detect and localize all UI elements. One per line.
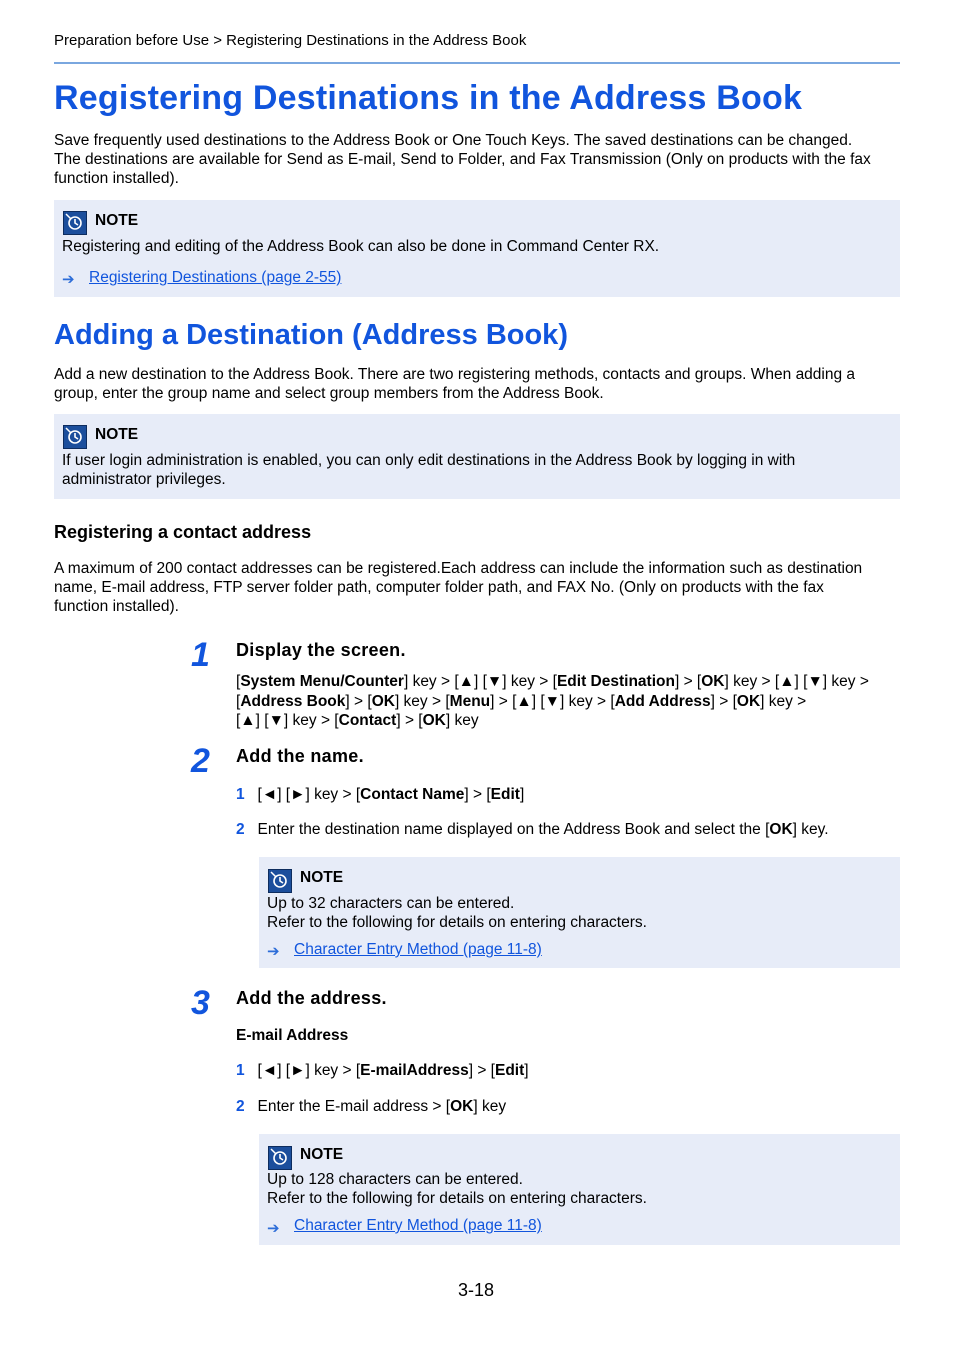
section-intro-line: group, enter the group name and select group members from the Address Book. [54,385,604,402]
intro-line: function installed). [54,170,179,187]
step-number: 1 [191,636,210,674]
step-title: Add the name. [236,746,364,766]
page-number: 3-18 [458,1280,495,1300]
step3-sub2: 2 Enter the E-mail address > [OK] key [236,1098,507,1115]
arrow-right-icon: ➔ [267,1220,280,1237]
note-icon [268,1146,292,1170]
intro-line: The destinations are available for Send as E-mail, Send to Folder, and Fax Transmission (Only on products with the fax [54,151,871,168]
note-box [54,414,900,499]
note-line: Refer to the following for details on entering characters. [267,1190,647,1207]
page-title: Registering Destinations in the Address Book [54,79,803,117]
link-character-entry[interactable]: Character Entry Method (page 11-8) [294,1217,542,1234]
note-line: Up to 128 characters can be entered. [267,1171,523,1188]
note-line: Refer to the following for details on entering characters. [267,914,647,931]
step-title: Display the screen. [236,640,406,660]
note-box [259,1134,900,1245]
step1-instructions: [System Menu/Counter] key > [▲] [▼] key > [Edit Destination] > [OK] key > [▲] [▼] key > [Address Book] > [OK] key > [Menu] > [▲] [▼] key > [Add Address] > [OK] key > [▲] [▼] key > [Contact] > [OK] key [236,673,869,729]
note-label: NOTE [300,1146,344,1163]
subsection-title: Registering a contact address [54,522,312,542]
step2-sub2: 2 Enter the destination name displayed on the Address Book and select the [OK] key. [236,821,829,838]
subsection-intro [54,559,904,616]
step3-sub1: 1 [◄] [►] key > [E-mailAddress] > [Edit] [236,1062,529,1079]
email-subheading: E-mail Address [236,1027,349,1044]
subsection-intro-line: A maximum of 200 contact addresses can be registered.Each address can include the information such as destination [54,560,863,577]
note-text [62,451,795,489]
arrow-right-icon: ➔ [62,271,75,288]
note-box [54,200,900,297]
note-line: If user login administration is enabled, you can only edit destinations in the Address Book by logging in with [62,452,796,469]
section-intro [54,365,904,403]
step-number: 2 [191,742,210,780]
step-title: Add the address. [236,988,387,1008]
note-icon [63,211,87,235]
subsection-intro-line: function installed). [54,598,179,615]
note-icon [268,869,292,893]
note-text: Registering and editing of the Address Book can also be done in Command Center RX. [62,238,660,255]
intro-paragraph [54,131,904,188]
step2-sub1: 1 [◄] [►] key > [Contact Name] > [Edit] [236,786,525,803]
note-label: NOTE [95,426,139,443]
breadcrumb: Preparation before Use > Registering Destinations in the Address Book [54,32,527,49]
intro-line: Save frequently used destinations to the Address Book or One Touch Keys. The saved destinations can be changed. [54,132,853,149]
arrow-right-icon: ➔ [267,943,280,960]
link-registering-destinations[interactable]: Registering Destinations (page 2-55) [89,269,342,286]
note-label: NOTE [95,212,139,229]
note-text [267,894,647,932]
header-rule [54,62,900,64]
step-number: 3 [191,984,210,1022]
section-intro-line: Add a new destination to the Address Book. There are two registering methods, contacts and groups. When adding a [54,366,856,383]
note-icon [63,425,87,449]
link-character-entry[interactable]: Character Entry Method (page 11-8) [294,941,542,958]
note-line: Up to 32 characters can be entered. [267,895,515,912]
note-text [267,1170,647,1208]
subsection-intro-line: name, E-mail address, FTP server folder path, computer folder path, and FAX No. (Only on products with the fax [54,579,824,596]
note-box [259,857,900,968]
note-line: administrator privileges. [62,471,226,488]
note-label: NOTE [300,869,344,886]
section-title: Adding a Destination (Address Book) [54,319,568,351]
